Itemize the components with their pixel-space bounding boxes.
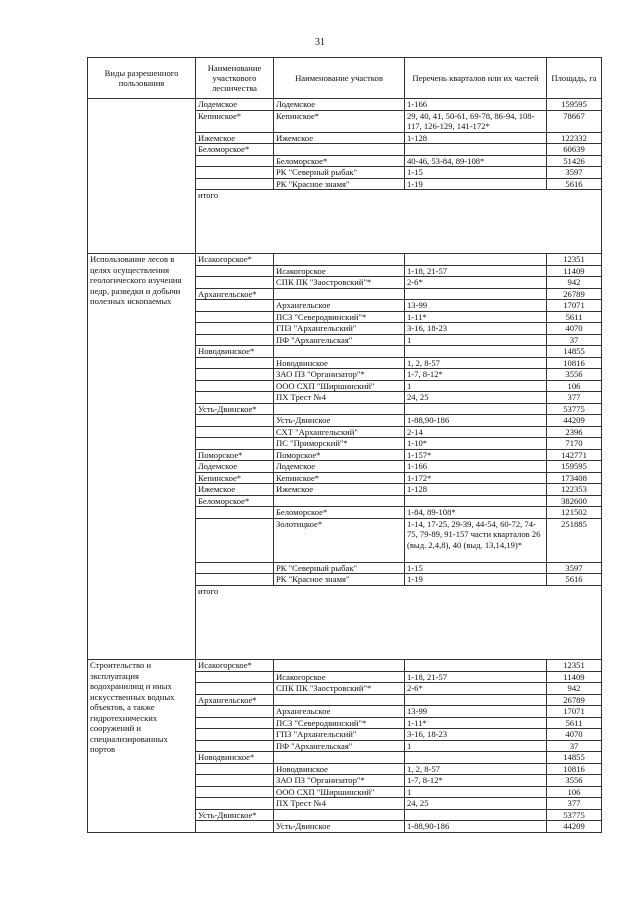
quarters-cell: 1-84, 89-108*: [405, 507, 547, 519]
forestry-cell: [196, 426, 274, 438]
section-cell: Кепинское*: [274, 110, 405, 132]
quarters-cell: 3-16, 18-23: [405, 323, 547, 335]
area-cell: 377: [547, 798, 602, 810]
quarters-cell: [405, 144, 547, 156]
section-cell: [274, 752, 405, 764]
area-cell: 121502: [547, 507, 602, 519]
section-cell: [274, 403, 405, 415]
quarters-cell: 2-6*: [405, 683, 547, 695]
area-cell: 382600: [547, 495, 602, 507]
area-cell: 37: [547, 740, 602, 752]
section-cell: ГПЗ "Архангельский": [274, 729, 405, 741]
area-cell: 12351: [547, 254, 602, 266]
section-cell: Беломорское*: [274, 155, 405, 167]
quarters-cell: 29, 40, 41, 50-61, 69-78, 86-94, 108-117, 126-129, 141-172*: [405, 110, 547, 132]
section-cell: Исакогорское: [274, 265, 405, 277]
section-cell: Ижемское: [274, 132, 405, 144]
forestry-cell: Новодвинское*: [196, 346, 274, 358]
forestry-cell: [196, 518, 274, 562]
forestry-cell: Исакогорское*: [196, 254, 274, 266]
forestry-cell: [196, 167, 274, 179]
section-cell: [274, 809, 405, 821]
quarters-cell: 1-18, 21-57: [405, 671, 547, 683]
forestry-cell: [196, 706, 274, 718]
area-cell: 17071: [547, 300, 602, 312]
header-section: Наименование участков: [274, 58, 405, 99]
forestry-cell: [196, 323, 274, 335]
quarters-cell: 1, 2, 8-57: [405, 357, 547, 369]
section-cell: [274, 495, 405, 507]
area-cell: 5616: [547, 574, 602, 586]
usage-type-cell: Строительство и эксплуатация водохранилищ и иных искусственных водных объектов, а также гидротехнических сооружений и специализированных портов: [88, 660, 196, 833]
section-cell: Архангельское: [274, 706, 405, 718]
area-cell: 2396: [547, 426, 602, 438]
table-row: [88, 660, 602, 672]
table-row: [88, 254, 602, 266]
quarters-cell: [405, 495, 547, 507]
quarters-cell: 1-11*: [405, 717, 547, 729]
area-cell: 4070: [547, 729, 602, 741]
section-cell: ГПЗ "Архангельский": [274, 323, 405, 335]
forestry-cell: [196, 798, 274, 810]
area-cell: 44209: [547, 415, 602, 427]
quarters-cell: 1: [405, 334, 547, 346]
quarters-cell: 1: [405, 786, 547, 798]
area-cell: 10816: [547, 357, 602, 369]
header-forestry: Наименование участкового лесничества: [196, 58, 274, 99]
area-cell: 173408: [547, 472, 602, 484]
forestry-cell: [196, 574, 274, 586]
forestry-cell: [196, 763, 274, 775]
forestry-cell: Поморское*: [196, 449, 274, 461]
forestry-cell: Усть-Двинское*: [196, 809, 274, 821]
area-cell: 51426: [547, 155, 602, 167]
header-area: Площадь, га: [547, 58, 602, 99]
quarters-cell: 1, 2, 8-57: [405, 763, 547, 775]
section-cell: ПХ Трест №4: [274, 798, 405, 810]
forestry-cell: Новодвинское*: [196, 752, 274, 764]
quarters-cell: 1-88,90-186: [405, 821, 547, 833]
quarters-cell: [405, 346, 547, 358]
area-cell: 3597: [547, 167, 602, 179]
quarters-cell: 1-18, 21-57: [405, 265, 547, 277]
section-cell: Кепинское*: [274, 472, 405, 484]
forestry-cell: [196, 380, 274, 392]
quarters-cell: 1-166: [405, 99, 547, 111]
usage-type-cell: [88, 99, 196, 254]
forestry-cell: Архангельское*: [196, 694, 274, 706]
section-cell: СПК ПК "Заостровский"*: [274, 277, 405, 289]
forestry-cell: [196, 438, 274, 450]
section-cell: ПХ Трест №4: [274, 392, 405, 404]
header-usage: Виды разрешенного пользования: [88, 58, 196, 99]
section-cell: Ижемское: [274, 484, 405, 496]
quarters-cell: 1-15: [405, 167, 547, 179]
forestry-cell: [196, 562, 274, 574]
section-cell: ПСЗ "Северодвинский"*: [274, 311, 405, 323]
area-cell: 60639: [547, 144, 602, 156]
area-cell: 942: [547, 683, 602, 695]
forestry-cell: [196, 178, 274, 190]
page-number: 31: [315, 37, 325, 48]
quarters-cell: 1-19: [405, 178, 547, 190]
section-cell: [274, 346, 405, 358]
section-cell: ПФ "Архангельская": [274, 740, 405, 752]
area-cell: 14855: [547, 346, 602, 358]
section-cell: [274, 144, 405, 156]
section-cell: [274, 660, 405, 672]
forestry-cell: Усть-Двинское*: [196, 403, 274, 415]
area-cell: 44209: [547, 821, 602, 833]
forestry-cell: [196, 392, 274, 404]
forestry-cell: Кепинское*: [196, 472, 274, 484]
forestry-cell: [196, 334, 274, 346]
section-cell: [274, 694, 405, 706]
section-cell: ООО СХП "Ширшинский": [274, 786, 405, 798]
quarters-cell: [405, 752, 547, 764]
forestry-cell: [196, 277, 274, 289]
quarters-cell: 1-166: [405, 461, 547, 473]
section-cell: [274, 288, 405, 300]
forestry-cell: [196, 155, 274, 167]
area-cell: 159595: [547, 99, 602, 111]
section-cell: РК "Северный рыбак": [274, 167, 405, 179]
section-cell: Усть-Двинское: [274, 415, 405, 427]
area-cell: 17071: [547, 706, 602, 718]
section-cell: Новодвинское: [274, 763, 405, 775]
section-cell: Лодемское: [274, 461, 405, 473]
forestry-cell: Беломорское*: [196, 144, 274, 156]
quarters-cell: 2-14: [405, 426, 547, 438]
quarters-cell: 1-7, 8-12*: [405, 369, 547, 381]
quarters-cell: 1-128: [405, 484, 547, 496]
area-cell: 53775: [547, 809, 602, 821]
section-cell: ЗАО ПЗ "Организатор"*: [274, 775, 405, 787]
forestry-cell: [196, 729, 274, 741]
quarters-cell: 1: [405, 740, 547, 752]
forestry-cell: Кепинское*: [196, 110, 274, 132]
section-cell: ПСЗ "Северодвинский"*: [274, 717, 405, 729]
forestry-cell: [196, 821, 274, 833]
area-cell: 7170: [547, 438, 602, 450]
section-cell: ЗАО ПЗ "Организатор"*: [274, 369, 405, 381]
area-cell: 4070: [547, 323, 602, 335]
area-cell: 5611: [547, 717, 602, 729]
total-label: итого: [196, 585, 602, 660]
quarters-cell: 1-7, 8-12*: [405, 775, 547, 787]
section-cell: ПС "Приморский"*: [274, 438, 405, 450]
quarters-cell: [405, 809, 547, 821]
quarters-cell: 1-14, 17-25, 29-39, 44-54, 60-72, 74-75, 79-89, 91-157 части кварталов 26 (выд. 2,4,8), 40 (выд. 13,14,19)*: [405, 518, 547, 562]
forestry-cell: Ижемское: [196, 484, 274, 496]
section-cell: СХТ "Архангельский": [274, 426, 405, 438]
section-cell: РК "Красное знамя": [274, 574, 405, 586]
area-cell: 14855: [547, 752, 602, 764]
area-cell: 5611: [547, 311, 602, 323]
section-cell: Усть-Двинское: [274, 821, 405, 833]
quarters-cell: 24, 25: [405, 798, 547, 810]
forestry-cell: [196, 265, 274, 277]
forestry-cell: [196, 786, 274, 798]
quarters-cell: [405, 403, 547, 415]
quarters-cell: 1-11*: [405, 311, 547, 323]
section-cell: Архангельское: [274, 300, 405, 312]
section-cell: [274, 254, 405, 266]
forestry-cell: Беломорское*: [196, 495, 274, 507]
forestry-cell: [196, 415, 274, 427]
quarters-cell: 1-128: [405, 132, 547, 144]
total-label: итого: [196, 190, 602, 254]
section-cell: РК "Северный рыбак": [274, 562, 405, 574]
area-cell: 3556: [547, 369, 602, 381]
area-cell: 122332: [547, 132, 602, 144]
forestry-cell: [196, 369, 274, 381]
area-cell: 26789: [547, 694, 602, 706]
quarters-cell: [405, 254, 547, 266]
quarters-cell: 1: [405, 380, 547, 392]
area-cell: 106: [547, 380, 602, 392]
quarters-cell: 40-46, 53-84, 89-108*: [405, 155, 547, 167]
section-cell: Золотицкое*: [274, 518, 405, 562]
quarters-cell: 1-19: [405, 574, 547, 586]
quarters-cell: [405, 694, 547, 706]
section-cell: Лодемское: [274, 99, 405, 111]
quarters-cell: 24, 25: [405, 392, 547, 404]
quarters-cell: 1-157*: [405, 449, 547, 461]
header-quarters: Перечень кварталов или их частей: [405, 58, 547, 99]
area-cell: 3597: [547, 562, 602, 574]
area-cell: 106: [547, 786, 602, 798]
area-cell: 11409: [547, 265, 602, 277]
quarters-cell: 1-15: [405, 562, 547, 574]
forestry-cell: Лодемское: [196, 461, 274, 473]
area-cell: 11409: [547, 671, 602, 683]
forestry-cell: Ижемское: [196, 132, 274, 144]
section-cell: РК "Красное знамя": [274, 178, 405, 190]
area-cell: 10816: [547, 763, 602, 775]
area-cell: 78667: [547, 110, 602, 132]
section-cell: ПФ "Архангельская": [274, 334, 405, 346]
quarters-cell: 13-99: [405, 706, 547, 718]
area-cell: 3556: [547, 775, 602, 787]
area-cell: 37: [547, 334, 602, 346]
forest-usage-table: [87, 57, 602, 833]
area-cell: 5616: [547, 178, 602, 190]
area-cell: 122353: [547, 484, 602, 496]
forestry-cell: Архангельское*: [196, 288, 274, 300]
forestry-cell: [196, 740, 274, 752]
forestry-cell: [196, 717, 274, 729]
quarters-cell: 1-10*: [405, 438, 547, 450]
quarters-cell: 13-99: [405, 300, 547, 312]
section-cell: ООО СХП "Ширшинский": [274, 380, 405, 392]
forestry-cell: Исакогорское*: [196, 660, 274, 672]
forestry-cell: Лодемское: [196, 99, 274, 111]
section-cell: Поморское*: [274, 449, 405, 461]
forestry-cell: [196, 507, 274, 519]
section-cell: Беломорское*: [274, 507, 405, 519]
forestry-cell: [196, 300, 274, 312]
section-cell: СПК ПК "Заостровский"*: [274, 683, 405, 695]
area-cell: 942: [547, 277, 602, 289]
forestry-cell: [196, 775, 274, 787]
forestry-cell: [196, 357, 274, 369]
quarters-cell: [405, 660, 547, 672]
quarters-cell: 1-88,90-186: [405, 415, 547, 427]
area-cell: 159595: [547, 461, 602, 473]
area-cell: 142771: [547, 449, 602, 461]
usage-type-cell: Использование лесов в целях осуществления геологического изучения недр, разведки и добычи полезных ископаемых: [88, 254, 196, 660]
quarters-cell: 1-172*: [405, 472, 547, 484]
area-cell: 377: [547, 392, 602, 404]
quarters-cell: 2-6*: [405, 277, 547, 289]
table-row: [88, 99, 602, 111]
table-header-row: [88, 58, 602, 99]
area-cell: 53775: [547, 403, 602, 415]
quarters-cell: 3-16, 18-23: [405, 729, 547, 741]
section-cell: Исакогорское: [274, 671, 405, 683]
area-cell: 26789: [547, 288, 602, 300]
section-cell: Новодвинское: [274, 357, 405, 369]
forestry-cell: [196, 311, 274, 323]
forestry-cell: [196, 671, 274, 683]
quarters-cell: [405, 288, 547, 300]
forestry-cell: [196, 683, 274, 695]
area-cell: 251885: [547, 518, 602, 562]
area-cell: 12351: [547, 660, 602, 672]
